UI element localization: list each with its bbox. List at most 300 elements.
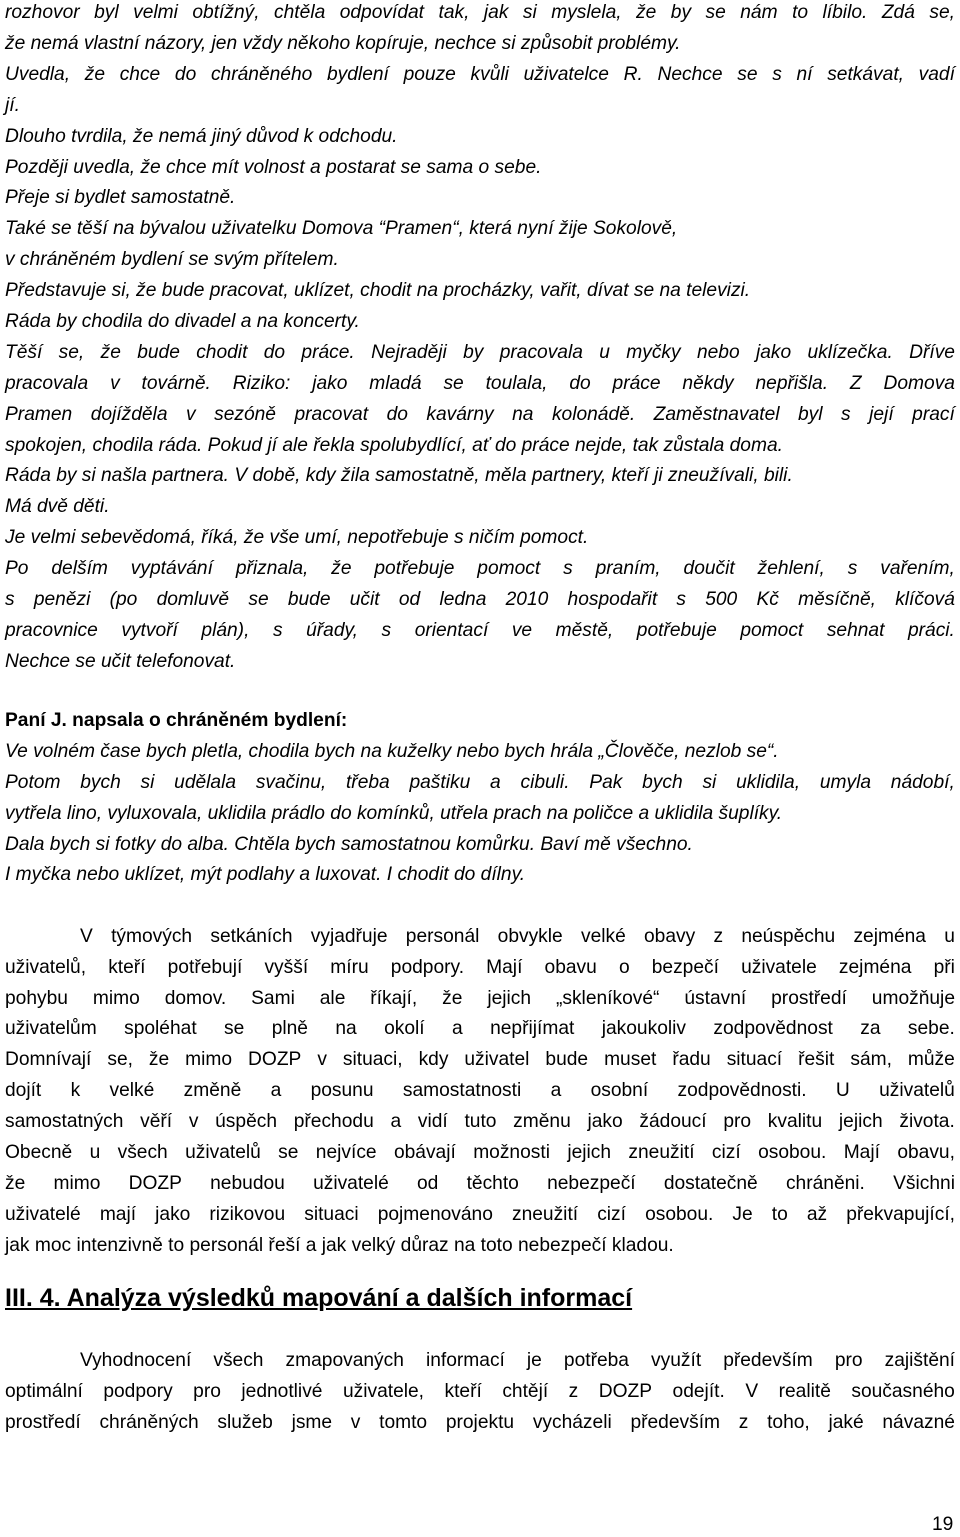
word: byl	[798, 404, 823, 425]
word: dojít	[5, 1080, 42, 1101]
word: ledna	[439, 589, 487, 610]
word: toulala,	[485, 373, 548, 394]
word: uživatelé	[5, 1204, 81, 1225]
word: plně	[271, 1018, 308, 1039]
word: posunu	[310, 1080, 374, 1101]
text-line: spokojen, chodila ráda. Pokud jí ale řekla spolubydlící, ať do práce nejde, tak zůstala doma.	[5, 435, 783, 456]
word: jejich	[838, 1111, 883, 1132]
word: práce.	[301, 342, 355, 363]
word: V	[80, 926, 93, 947]
word: přechodu	[293, 1111, 374, 1132]
word: byl	[94, 2, 119, 23]
word: samostatných	[5, 1111, 124, 1132]
word: cibuli.	[520, 772, 570, 793]
word: osobní	[590, 1080, 649, 1101]
word: práce	[612, 373, 661, 394]
word: bude	[545, 1049, 589, 1070]
word: především	[723, 1350, 813, 1371]
word: vyptávání	[130, 558, 213, 579]
word: třeba	[345, 772, 390, 793]
word: DOZP	[598, 1381, 653, 1402]
word: její	[869, 404, 894, 425]
word: osobou.	[758, 1142, 827, 1163]
word: kteří	[108, 957, 146, 978]
word: změnu	[513, 1111, 571, 1132]
word: v	[186, 404, 196, 425]
word: ale	[319, 988, 346, 1009]
text-line: Má dvě děti.	[5, 496, 110, 517]
word: velmi	[133, 2, 178, 23]
word: Kč	[756, 589, 779, 610]
word: se	[443, 373, 464, 394]
text-line	[5, 557, 955, 581]
word: uklidila,	[736, 772, 801, 793]
word: jako	[155, 1204, 191, 1225]
text-line	[5, 588, 955, 612]
word: Riziko:	[232, 373, 291, 394]
word: neúspěchu	[741, 926, 836, 947]
word: s	[841, 404, 851, 425]
word: se,	[58, 342, 85, 363]
word: do	[386, 404, 408, 425]
word: že	[84, 64, 106, 85]
text-line	[5, 63, 955, 87]
word: ve	[511, 620, 533, 641]
mrs-j-heading: Paní J. napsala o chráněném bydlení:	[5, 710, 348, 731]
word: chce	[119, 64, 161, 85]
word: uživatel	[464, 1049, 530, 1070]
word: řešit	[798, 1049, 835, 1070]
text-line: jak moc intenzivně to personál řeší a jak velký důraz na toto nebezpečí kladou.	[5, 1235, 674, 1256]
word: pro	[193, 1381, 221, 1402]
word: s	[563, 558, 573, 579]
word: projektu	[445, 1412, 515, 1433]
text-line	[80, 1349, 955, 1373]
word: pracovala	[5, 373, 89, 394]
word: s	[676, 589, 686, 610]
word: domluvě	[156, 589, 230, 610]
word: obtížný,	[192, 2, 260, 23]
word: realitě	[778, 1381, 831, 1402]
word: Domnívají	[5, 1049, 92, 1070]
word: by	[670, 2, 692, 23]
word: Pramen	[5, 404, 73, 425]
word: jejich	[567, 1142, 612, 1163]
word: až	[806, 1204, 828, 1225]
word: doučit	[683, 558, 735, 579]
word: cizí	[711, 1142, 741, 1163]
word: služeb	[217, 1412, 273, 1433]
word: kteří	[444, 1381, 482, 1402]
word: bych	[642, 772, 683, 793]
word: pomoct	[740, 620, 804, 641]
word: si	[702, 772, 717, 793]
page-number: 19	[932, 1514, 954, 1535]
word: udělala	[174, 772, 237, 793]
word: prostředí	[771, 988, 847, 1009]
text-line: Později uvedla, že chce mít volnost a postarat se sama o sebe.	[5, 157, 542, 178]
word: orientací	[414, 620, 489, 641]
word: potřeba	[563, 1350, 629, 1371]
text-line	[5, 987, 955, 1011]
word: situaci	[304, 1204, 359, 1225]
word: a	[390, 1111, 402, 1132]
text-line: Také se těší na bývalou uživatelku Domova “Pramen“, která nyní žije Sokolově,	[5, 218, 678, 239]
word: především	[630, 1412, 721, 1433]
text-line	[5, 1, 955, 25]
word: života.	[899, 1111, 955, 1132]
word: Všichni	[893, 1173, 955, 1194]
word: kvůli	[470, 64, 509, 85]
word: pohybu	[5, 988, 68, 1009]
word: jak	[483, 2, 509, 23]
text-line: vytřela lino, vyluxovala, uklidila prádlo do komínků, utřela prach na poličce a uklidila šuplíky.	[5, 803, 783, 824]
word: uživatele,	[342, 1381, 425, 1402]
text-line: že nemá vlastní názory, jen vždy někoho kopíruje, nechce si způsobit problémy.	[5, 33, 681, 54]
word: R.	[623, 64, 643, 85]
word: kdy	[418, 1049, 449, 1070]
word: odejít.	[672, 1381, 725, 1402]
word: odpovídat	[339, 2, 425, 23]
word: jednotlivé	[241, 1381, 323, 1402]
text-line	[5, 1141, 955, 1165]
word: Pak	[589, 772, 623, 793]
word: v	[110, 373, 120, 394]
word: s	[847, 558, 858, 579]
word: z	[568, 1381, 579, 1402]
word: nebezpečí	[547, 1173, 636, 1194]
text-line: Ráda by chodila do divadel a na koncerty.	[5, 311, 360, 332]
text-line	[5, 1048, 955, 1072]
word: chráněného	[210, 64, 313, 85]
word: nebo	[696, 342, 740, 363]
word: mimo	[185, 1049, 233, 1070]
word: velké	[109, 1080, 155, 1101]
word: v	[350, 1412, 361, 1433]
word: Po	[5, 558, 29, 579]
word: že	[636, 2, 657, 23]
text-line: Dala bych si fotky do alba. Chtěla bych samostatnou komůrku. Baví mě všechno.	[5, 834, 693, 855]
word: a	[270, 1080, 282, 1101]
word: podpory	[103, 1381, 173, 1402]
text-line: jí.	[5, 95, 20, 116]
word: to	[792, 2, 809, 23]
text-line	[80, 925, 955, 949]
word: mimo	[53, 1173, 101, 1194]
word: z	[713, 926, 724, 947]
word: personál	[405, 926, 480, 947]
word: obavy	[644, 926, 696, 947]
word: bezpečí	[651, 957, 719, 978]
word: přiznala,	[235, 558, 309, 579]
word: (po	[109, 589, 138, 610]
word: Potom	[5, 772, 61, 793]
word: podpory.	[390, 957, 465, 978]
word: od	[417, 1173, 439, 1194]
word: zneužití	[511, 1204, 579, 1225]
word: uživatelům	[5, 1018, 97, 1039]
word: uživatelů,	[5, 957, 87, 978]
word: všech	[213, 1350, 264, 1371]
word: pro	[834, 1350, 863, 1371]
word: mladá	[369, 373, 422, 394]
word: „skleníkové“	[555, 988, 660, 1009]
word: rozhovor	[5, 2, 80, 23]
word: to	[771, 1204, 788, 1225]
word: myslela,	[551, 2, 622, 23]
text-line: Přeje si bydlet samostatně.	[5, 187, 236, 208]
word: zodpovědnost	[713, 1018, 833, 1039]
word: říkají,	[370, 988, 418, 1009]
word: paštiku	[409, 772, 471, 793]
word: Obecně	[5, 1142, 73, 1163]
word: situaci,	[342, 1049, 403, 1070]
word: rizikovou	[209, 1204, 286, 1225]
word: nádobí,	[890, 772, 955, 793]
word: praním,	[595, 558, 661, 579]
word: se,	[107, 1049, 133, 1070]
word: Uvedla,	[5, 64, 71, 85]
word: potřebují	[167, 957, 243, 978]
word: nebudou	[210, 1173, 285, 1194]
word: může	[907, 1049, 955, 1070]
word: se	[705, 2, 726, 23]
word: jako	[755, 342, 792, 363]
word: vycházeli	[532, 1412, 612, 1433]
word: práci.	[907, 620, 955, 641]
word: umyla	[819, 772, 872, 793]
word: úspěch	[215, 1111, 278, 1132]
word: věří	[140, 1111, 173, 1132]
word: městě,	[555, 620, 614, 641]
word: delším	[51, 558, 108, 579]
word: jejich	[487, 988, 532, 1009]
word: ústavní	[684, 988, 747, 1009]
word: mají	[99, 1204, 137, 1225]
word: s	[381, 620, 392, 641]
word: tuto	[464, 1111, 497, 1132]
word: řadu	[672, 1049, 711, 1070]
word: nám	[740, 2, 778, 23]
word: že	[148, 1049, 170, 1070]
text-line	[5, 956, 955, 980]
text-line: v chráněném bydlení se svým přítelem.	[5, 249, 339, 270]
word: svačinu,	[255, 772, 327, 793]
text-line	[5, 619, 955, 643]
word: Domova	[883, 373, 955, 394]
word: někdy	[682, 373, 734, 394]
word: pracovat	[294, 404, 369, 425]
word: 2010	[505, 589, 549, 610]
word: u	[599, 342, 610, 363]
word: muset	[604, 1049, 657, 1070]
text-line	[5, 771, 955, 795]
word: obavu,	[897, 1142, 955, 1163]
word: zejména	[853, 926, 926, 947]
word: se	[224, 1018, 245, 1039]
word: ní	[796, 64, 813, 85]
word: prostředí	[5, 1412, 81, 1433]
word: současného	[851, 1381, 955, 1402]
word: z	[738, 1412, 749, 1433]
word: bych	[80, 772, 121, 793]
word: chtějí	[502, 1381, 549, 1402]
word: bude	[287, 589, 331, 610]
word: pomoct	[477, 558, 541, 579]
word: se	[278, 1142, 299, 1163]
word: žádoucí	[639, 1111, 707, 1132]
text-line	[5, 1411, 955, 1435]
word: vyjadřuje	[310, 926, 388, 947]
word: obavu	[544, 957, 597, 978]
text-line: Nechce se učit telefonovat.	[5, 651, 236, 672]
text-line	[5, 1203, 955, 1227]
word: Zdá	[881, 2, 915, 23]
word: se,	[929, 2, 955, 23]
word: kavárny	[426, 404, 494, 425]
word: pracovnice	[5, 620, 98, 641]
text-line	[5, 1110, 955, 1134]
word: Mají	[486, 957, 523, 978]
text-line: Je velmi sebevědomá, říká, že vše umí, nepotřebuje s ničím pomoct.	[5, 527, 589, 548]
word: do	[263, 342, 286, 363]
word: osobou.	[645, 1204, 714, 1225]
word: uživatelů	[185, 1142, 261, 1163]
word: využít	[651, 1350, 702, 1371]
word: okolí	[384, 1018, 425, 1039]
word: velké	[580, 926, 626, 947]
word: míru	[330, 957, 369, 978]
word: úřady,	[306, 620, 358, 641]
word: uklízečka.	[807, 342, 893, 363]
word: klíčová	[895, 589, 955, 610]
word: že	[100, 342, 121, 363]
word: umožňuje	[871, 988, 955, 1009]
word: jakoukoliv	[601, 1018, 686, 1039]
word: s	[772, 64, 782, 85]
text-line: Dlouho tvrdila, že nemá jiný důvod k odchodu.	[5, 126, 398, 147]
word: zajištění	[884, 1350, 955, 1371]
word: 500	[705, 589, 738, 610]
word: pracovala	[499, 342, 583, 363]
text-line	[5, 1172, 955, 1196]
word: se	[737, 64, 758, 85]
word: vidí	[417, 1111, 448, 1132]
word: učit	[349, 589, 380, 610]
word: vadí	[918, 64, 955, 85]
word: a	[550, 1080, 562, 1101]
word: vytvoří	[121, 620, 178, 641]
word: na	[335, 1018, 357, 1039]
word: vyšší	[264, 957, 309, 978]
word: návazné	[882, 1412, 955, 1433]
section-heading: III. 4. Analýza výsledků mapování a dalších informací	[5, 1284, 633, 1312]
word: bydlení	[327, 64, 389, 85]
word: DOZP	[248, 1049, 302, 1070]
word: Z	[849, 373, 862, 394]
word: zneužití	[628, 1142, 695, 1163]
word: sezóně	[214, 404, 276, 425]
word: žehlení,	[757, 558, 825, 579]
word: toho,	[767, 1412, 810, 1433]
word: U	[835, 1080, 850, 1101]
word: kvalitu	[767, 1111, 823, 1132]
word: Je	[732, 1204, 753, 1225]
word: v	[188, 1111, 199, 1132]
word: měsíčně,	[798, 589, 876, 610]
word: kolonádě.	[551, 404, 636, 425]
word: týmových	[111, 926, 193, 947]
text-line	[5, 1380, 955, 1404]
word: Dříve	[909, 342, 955, 363]
text-line	[5, 403, 955, 427]
word: továrně.	[141, 373, 211, 394]
word: je	[526, 1350, 542, 1371]
word: možnosti	[473, 1142, 550, 1163]
word: Těší	[5, 342, 43, 363]
word: překvapující,	[846, 1204, 955, 1225]
word: a	[452, 1018, 463, 1039]
text-line	[5, 341, 955, 365]
text-line: Ráda by si našla partnera. V době, kdy žila samostatně, měla partnery, kteří ji zneužívali, bili.	[5, 465, 793, 486]
word: bude	[137, 342, 180, 363]
word: že	[5, 1173, 26, 1194]
word: líbilo.	[822, 2, 868, 23]
word: DOZP	[128, 1173, 182, 1194]
word: vařením,	[880, 558, 955, 579]
word: Nechce	[657, 64, 723, 85]
word: jako	[587, 1111, 623, 1132]
word: dojížděla	[90, 404, 168, 425]
word: zmapovaných	[285, 1350, 404, 1371]
word: sebe.	[907, 1018, 955, 1039]
word: potřebuje	[374, 558, 455, 579]
word: si	[140, 772, 155, 793]
word: tak,	[438, 2, 470, 23]
word: nepřišla.	[755, 373, 829, 394]
word: domov.	[164, 988, 227, 1009]
word: v	[317, 1049, 327, 1070]
word: dostatečně	[663, 1173, 758, 1194]
word: chráněných	[99, 1412, 199, 1433]
word: Mají	[843, 1142, 880, 1163]
text-line	[5, 372, 955, 396]
word: zodpovědnosti.	[677, 1080, 807, 1101]
text-line	[5, 1017, 955, 1041]
word: V	[745, 1381, 759, 1402]
word: zejména	[838, 957, 912, 978]
word: Vyhodnocení	[80, 1350, 192, 1371]
word: penězi	[33, 589, 91, 610]
word: optimální	[5, 1381, 83, 1402]
word: by	[463, 342, 484, 363]
word: na	[512, 404, 534, 425]
word: chtěla	[274, 2, 326, 23]
word: pouze	[403, 64, 456, 85]
word: mimo	[92, 988, 140, 1009]
word: setkáních	[210, 926, 293, 947]
word: s	[5, 589, 15, 610]
word: situací	[726, 1049, 783, 1070]
word: že	[331, 558, 352, 579]
word: změně	[183, 1080, 242, 1101]
word: těchto	[466, 1173, 519, 1194]
word: do	[569, 373, 591, 394]
word: s	[272, 620, 283, 641]
word: hospodařit	[567, 589, 658, 610]
word: Zaměstnavatel	[653, 404, 780, 425]
text-line: Představuje si, že bude pracovat, uklízet, chodit na procházky, vařit, dívat se na televizi.	[5, 280, 751, 301]
